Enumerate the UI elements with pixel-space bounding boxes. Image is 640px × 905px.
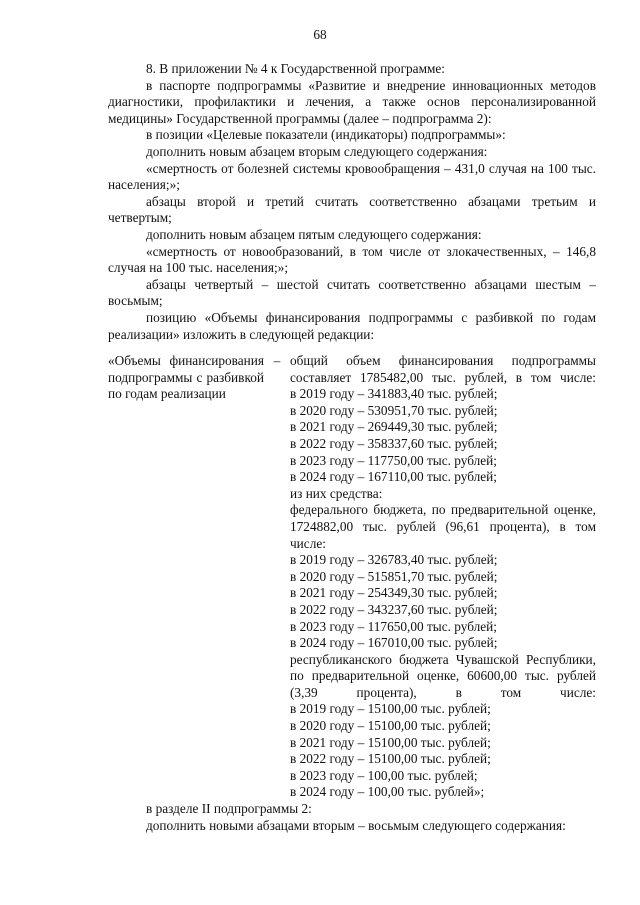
financing-line: в 2024 году – 167110,00 тыс. рублей; (290, 469, 497, 485)
financing-line: в 2020 году – 15100,00 тыс. рублей; (290, 718, 491, 734)
financing-line: в 2023 году – 117750,00 тыс. рублей; (290, 452, 497, 468)
paragraph: абзацы четвертый – шестой считать соответственно абзацами шестым – восьмым; (108, 276, 596, 309)
financing-line: в 2022 году – 15100,00 тыс. рублей; (290, 751, 491, 767)
paragraph: позицию «Объемы финансирования подпрограммы с разбивкой по годам реализации» изложить в следующей редакции: (108, 309, 596, 342)
financing-label: «Объемы финансирования подпрограммы с разбивкой по годам реализации (108, 353, 264, 402)
financing-line: в 2023 году – 100,00 тыс. рублей; (290, 767, 478, 783)
financing-details (290, 353, 596, 801)
financing-line: общий объем финансирования подпрограммы составляет 1785482,00 тыс. рублей, в том числе: (290, 353, 596, 385)
paragraph: в паспорте подпрограммы «Развитие и внедрение инновационных методов диагностики, профилактики и лечения, а также основ персонализированной медицины» Государственной программы (далее – подпрограмма 2): (108, 77, 596, 126)
body-text (108, 61, 596, 343)
tail-text (108, 801, 596, 834)
financing-line: в 2024 году – 167010,00 тыс. рублей; (290, 635, 498, 651)
financing-line: федерального бюджета, по предварительной оценке, 1724882,00 тыс. рублей (96,61 процента), в том числе: (290, 502, 596, 551)
financing-line: в 2019 году – 341883,40 тыс. рублей; (290, 386, 498, 402)
financing-line: в 2021 году – 15100,00 тыс. рублей; (290, 734, 491, 750)
paragraph: дополнить новым абзацем пятым следующего содержания: (146, 226, 482, 242)
financing-line: в 2020 году – 530951,70 тыс. рублей; (290, 402, 498, 418)
financing-line: из них средства: (290, 485, 383, 501)
paragraph: «смертность от болезней системы кровообращения – 431,0 случая на 100 тыс. населения;»; (108, 160, 596, 193)
financing-line: в 2021 году – 269449,30 тыс. рублей; (290, 419, 498, 435)
page-number: 68 (313, 27, 327, 42)
financing-line: в 2022 году – 358337,60 тыс. рублей; (290, 435, 498, 451)
paragraph: дополнить новым абзацем вторым следующего содержания: (146, 143, 488, 159)
paragraph: «смертность от новообразований, в том числе от злокачественных, – 146,8 случая на 100 тыс. населения;»; (108, 243, 596, 276)
paragraph: 8. В приложении № 4 к Государственной программе: (146, 61, 446, 76)
financing-line: в 2022 году – 343237,60 тыс. рублей; (290, 601, 498, 617)
paragraph: в разделе II подпрограммы 2: (146, 801, 312, 816)
paragraph: дополнить новыми абзацами вторым – восьмым следующего содержания: (146, 817, 566, 833)
financing-line: республиканского бюджета Чувашской Республики, по предварительной оценке, 60600,00 тыс. рублей (3,39 процента), в том числе: (290, 651, 596, 700)
financing-line: в 2019 году – 15100,00 тыс. рублей; (290, 701, 491, 717)
financing-line: в 2020 году – 515851,70 тыс. рублей; (290, 568, 498, 584)
financing-line: в 2021 году – 254349,30 тыс. рублей; (290, 585, 498, 601)
financing-dash: – (273, 353, 281, 368)
financing-line: в 2023 году – 117650,00 тыс. рублей; (290, 618, 497, 634)
financing-line: в 2019 году – 326783,40 тыс. рублей; (290, 552, 498, 568)
financing-line: в 2024 году – 100,00 тыс. рублей»; (290, 784, 485, 800)
paragraph: в позиции «Целевые показатели (индикаторы) подпрограммы»: (146, 127, 506, 143)
paragraph: абзацы второй и третий считать соответственно абзацами третьим и четвертым; (108, 193, 596, 226)
